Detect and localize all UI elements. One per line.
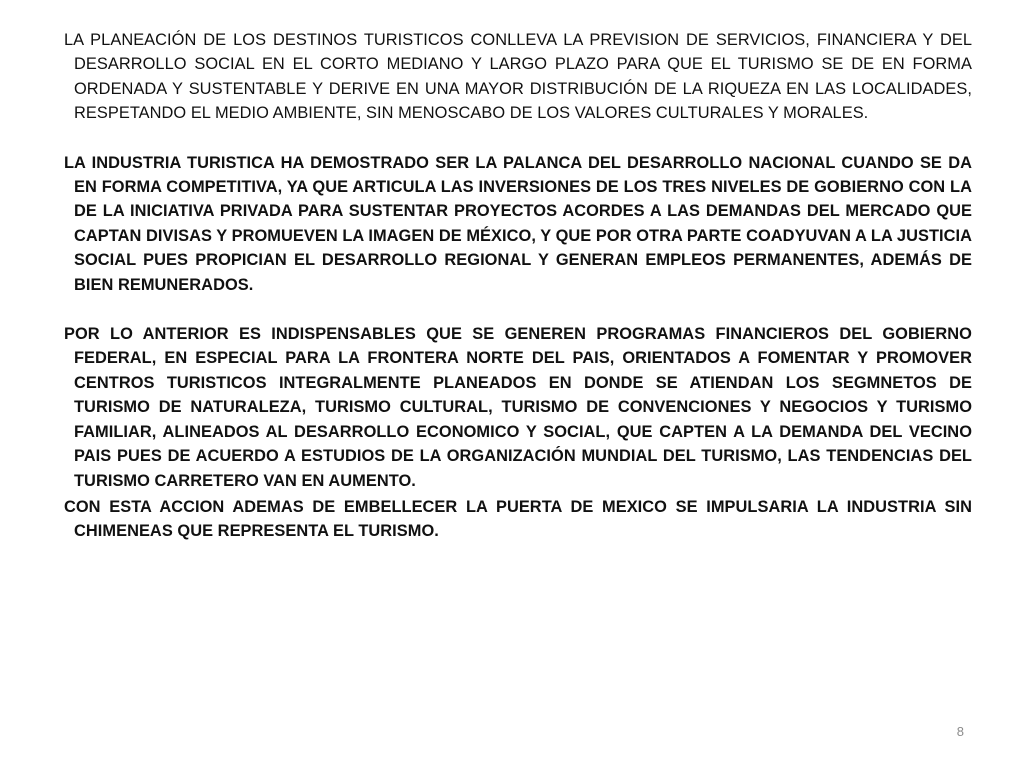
slide-body-text	[64, 28, 972, 544]
slide-number: 8	[956, 724, 964, 739]
paragraph-tourism-industry: LA INDUSTRIA TURISTICA HA DEMOSTRADO SER LA PALANCA DEL DESARROLLO NACIONAL CUANDO SE DA EN FORMA COMPETITIVA, YA QUE ARTICULA LAS INVERSIONES DE LOS TRES NIVELES DE GOBIERNO CON LA DE LA INICIATIVA PRIVADA PARA SUSTENTAR PROYECTOS ACORDES A LAS DEMANDAS DEL MERCADO QUE CAPTAN DIVISAS Y PROMUEVEN LA IMAGEN DE MÉXICO, Y QUE POR OTRA PARTE COADYUVAN A LA JUSTICIA SOCIAL PUES PROPICIAN EL DESARROLLO REGIONAL Y GENERAN EMPLEOS PERMANENTES, ADEMÁS DE BIEN REMUNERADOS.	[64, 153, 972, 294]
paragraph-financial-programs: POR LO ANTERIOR ES INDISPENSABLES QUE SE GENEREN PROGRAMAS FINANCIEROS DEL GOBIERNO FEDERAL, EN ESPECIAL PARA LA FRONTERA NORTE DEL PAIS, ORIENTADOS A FOMENTAR Y PROMOVER CENTROS TURISTICOS INTEGRALMENTE PLANEADOS EN DONDE SE ATIENDAN LOS SEGMNETOS DE TURISMO DE NATURALEZA, TURISMO CULTURAL, TURISMO DE CONVENCIONES Y NEGOCIOS Y TURISMO FAMILIAR, ALINEADOS AL DESARROLLO ECONOMICO Y SOCIAL, QUE CAPTEN A LA DEMANDA DEL VECINO PAIS PUES DE ACUERDO A ESTUDIOS DE LA ORGANIZACIÓN MUNDIAL DEL TURISMO, LAS TENDENCIAS DEL TURISMO CARRETERO VAN EN AUMENTO.	[64, 325, 972, 490]
paragraph-conclusion: CON ESTA ACCION ADEMAS DE EMBELLECER LA PUERTA DE MEXICO SE IMPULSARIA LA INDUSTRIA SIN CHIMENEAS QUE REPRESENTA EL TURISMO.	[64, 497, 972, 541]
paragraph-planning: LA PLANEACIÓN DE LOS DESTINOS TURISTICOS CONLLEVA LA PREVISION DE SERVICIOS, FINANCIERA Y DEL DESARROLLO SOCIAL EN EL CORTO MEDIANO Y LARGO PLAZO PARA QUE EL TURISMO SE DE EN FORMA ORDENADA Y SUSTENTABLE Y DERIVE EN UNA MAYOR DISTRIBUCIÓN DE LA RIQUEZA EN LAS LOCALIDADES, RESPETANDO EL MEDIO AMBIENTE, SIN MENOSCABO DE LOS VALORES CULTURALES Y MORALES.	[64, 31, 972, 123]
